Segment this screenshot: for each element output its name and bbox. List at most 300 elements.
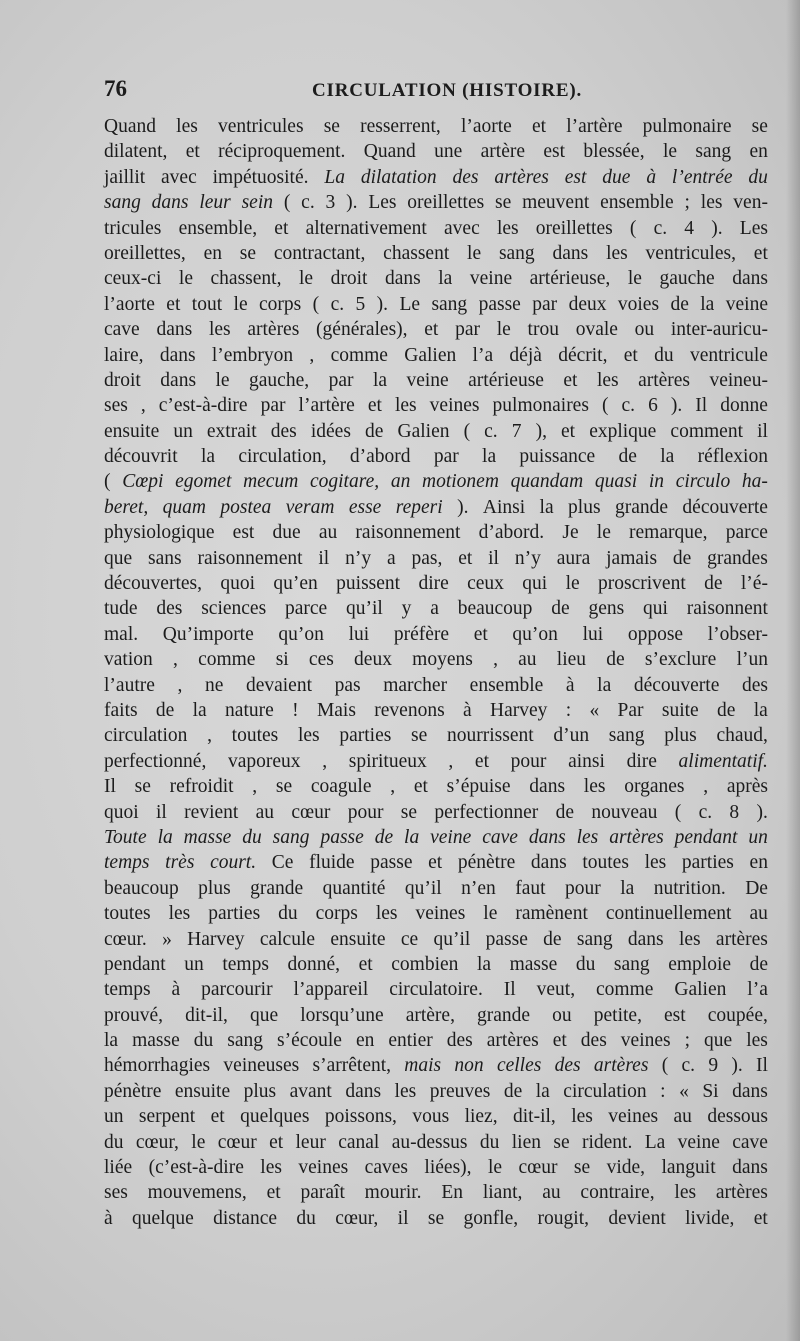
word: se xyxy=(751,116,768,137)
word: ventricules, xyxy=(645,242,736,264)
word: circulatoire. xyxy=(389,979,483,1001)
word: : xyxy=(565,699,572,721)
word: donné, xyxy=(287,953,341,975)
word: dans xyxy=(530,852,567,874)
word: coupée, xyxy=(707,1004,768,1026)
word: circulation, xyxy=(238,446,327,468)
word: preuves xyxy=(429,1080,491,1102)
word: de xyxy=(555,801,575,823)
word: ses xyxy=(104,1182,128,1204)
word: les xyxy=(375,903,398,925)
word: ( xyxy=(629,217,637,239)
italic-word: mecum xyxy=(243,471,299,493)
word: de xyxy=(704,573,723,595)
word: ( xyxy=(312,293,320,315)
word: artères xyxy=(638,369,691,391)
word: les xyxy=(208,319,231,341)
word: 4 xyxy=(684,217,695,239)
word: pour xyxy=(510,750,547,772)
italic-word: sang xyxy=(104,192,141,214)
word: il xyxy=(488,547,499,569)
word: veines xyxy=(608,1106,659,1128)
italic-word: l’entrée xyxy=(671,166,733,188)
word: une xyxy=(434,141,463,163)
word: nutrition. xyxy=(653,877,726,899)
word: et xyxy=(623,344,638,366)
word: chaud, xyxy=(716,725,768,747)
word: et xyxy=(367,395,382,417)
word: la xyxy=(476,953,492,975)
word: perfectionné, xyxy=(104,750,207,772)
word: calcule xyxy=(259,928,316,950)
word: coagule xyxy=(310,776,372,798)
word: par xyxy=(260,395,286,417)
word: en xyxy=(355,1030,375,1052)
word: l’a xyxy=(747,979,768,1001)
word: dire xyxy=(418,573,449,595)
word: s’épuise xyxy=(446,776,511,798)
word: du xyxy=(479,1131,500,1153)
word: revient xyxy=(184,801,239,823)
word: s’arrêtent, xyxy=(312,1055,392,1077)
text-line xyxy=(104,1104,768,1129)
word: Les xyxy=(368,192,397,214)
text-line xyxy=(104,419,768,444)
word: fluide xyxy=(309,852,355,874)
text-line xyxy=(104,1053,768,1078)
word: liez, xyxy=(464,1106,498,1128)
word: n’en xyxy=(461,877,496,899)
word: les xyxy=(176,116,198,137)
word: , xyxy=(493,649,498,671)
word: oppose xyxy=(627,623,684,645)
italic-word: court. xyxy=(210,852,257,874)
word: quoi xyxy=(220,573,256,595)
word: la xyxy=(438,268,453,290)
word: spiritueux xyxy=(348,750,427,772)
word: Galien xyxy=(397,420,450,442)
word: toutes xyxy=(582,852,629,874)
italic-word: non xyxy=(454,1055,484,1077)
word: , xyxy=(140,395,146,417)
word: Ainsi xyxy=(482,496,526,518)
text-line xyxy=(104,952,768,977)
word: quoi xyxy=(104,801,139,823)
word: s’exclure xyxy=(644,649,717,671)
text-line xyxy=(104,520,768,545)
word: par xyxy=(433,446,459,468)
word: les xyxy=(678,928,701,950)
word: ensuite xyxy=(330,928,386,950)
word: n’y xyxy=(514,547,541,569)
word: au xyxy=(749,903,768,925)
word: de xyxy=(551,598,570,620)
word: passe xyxy=(370,852,413,874)
italic-word: dans xyxy=(151,192,189,214)
text-line xyxy=(104,774,768,799)
word: (générales), xyxy=(316,319,408,341)
word: du xyxy=(296,1207,316,1229)
word: masse xyxy=(509,953,558,975)
word: sang xyxy=(695,141,732,163)
word: se xyxy=(553,1131,570,1153)
word: découvertes, xyxy=(104,573,202,595)
word: pour xyxy=(347,801,384,823)
italic-word: est xyxy=(564,166,587,188)
word: plus xyxy=(568,496,601,518)
word: se xyxy=(134,776,151,798)
text-line xyxy=(104,317,768,342)
word: par xyxy=(532,293,558,315)
italic-word: artères xyxy=(494,166,549,188)
word: qu’en xyxy=(273,573,318,595)
text-line xyxy=(104,1003,768,1028)
word: ! xyxy=(292,699,299,721)
italic-word: quam xyxy=(162,496,206,518)
word: ramènent xyxy=(515,903,588,925)
word: Il xyxy=(104,776,116,798)
word: les xyxy=(297,725,320,747)
word: la xyxy=(660,446,675,468)
word: l’aorte xyxy=(104,293,155,315)
word: rougit, xyxy=(537,1207,589,1229)
word: des xyxy=(446,1030,473,1052)
word: nature xyxy=(225,699,274,721)
word: et xyxy=(458,547,473,569)
word: se xyxy=(323,116,340,137)
word: au xyxy=(255,801,275,823)
word: en xyxy=(749,141,768,163)
word: comme xyxy=(330,344,388,366)
word: dans xyxy=(627,928,664,950)
word: gens xyxy=(588,598,625,620)
text-line xyxy=(104,825,768,850)
word: les xyxy=(644,852,667,874)
word: marcher xyxy=(383,674,448,696)
word: lui xyxy=(348,623,370,645)
word: , xyxy=(177,674,183,696)
word: au xyxy=(318,522,338,544)
word: Il xyxy=(695,395,708,417)
word: c. xyxy=(698,801,713,823)
word: Harvey xyxy=(489,699,548,721)
word: gauche, xyxy=(249,369,310,391)
word: La xyxy=(644,1131,666,1153)
word: de xyxy=(672,547,692,569)
word: sang xyxy=(613,953,650,975)
word: toutes xyxy=(104,903,151,925)
word: du xyxy=(575,953,596,975)
word: alternativement xyxy=(305,217,427,239)
text-line xyxy=(104,1180,768,1205)
word: et xyxy=(753,242,768,264)
word: veine xyxy=(406,369,449,391)
text-line xyxy=(104,800,768,825)
word: l’autre xyxy=(104,674,155,696)
word: devaient xyxy=(245,674,313,696)
word: les xyxy=(674,1182,697,1204)
word: la xyxy=(620,877,635,899)
word: artère xyxy=(480,141,526,163)
word: ). xyxy=(731,1055,743,1077)
italic-word: celles xyxy=(496,1055,542,1077)
word: 6 xyxy=(648,395,658,417)
word: se xyxy=(400,801,418,823)
word: parcourir xyxy=(201,979,273,1001)
word: poissons, xyxy=(324,1106,397,1128)
word: que xyxy=(704,1030,733,1052)
word: après xyxy=(726,776,768,798)
word: ensemble, xyxy=(178,217,258,239)
word: blessée, xyxy=(583,141,645,163)
word: dans xyxy=(552,242,589,264)
word: combien xyxy=(391,953,459,975)
word: Harvey xyxy=(187,928,245,950)
word: ses xyxy=(104,395,128,417)
word: dans xyxy=(384,268,421,290)
text-line xyxy=(104,1155,768,1180)
italic-word: motionem xyxy=(422,471,499,493)
word: le xyxy=(483,903,498,925)
word: ven- xyxy=(733,192,768,214)
word: organes xyxy=(624,776,685,798)
text-line xyxy=(104,190,768,215)
word: veines xyxy=(429,395,480,417)
word: se xyxy=(239,242,257,264)
italic-word: passe xyxy=(320,826,364,848)
word: veut, xyxy=(536,979,576,1001)
word: ( xyxy=(283,192,291,214)
word: des xyxy=(741,674,768,696)
word: ensuite xyxy=(174,1080,231,1102)
word: deux xyxy=(568,293,607,315)
word: chassent, xyxy=(210,268,282,290)
text-line xyxy=(104,723,768,748)
italic-word: leur xyxy=(199,192,231,214)
word: temps xyxy=(222,953,269,975)
word: qu’il xyxy=(346,598,383,620)
word: découverte xyxy=(633,674,720,696)
word: pénètre xyxy=(104,1080,162,1102)
italic-word: la xyxy=(157,826,173,848)
word: dans xyxy=(529,776,566,798)
word: cœur, xyxy=(135,1131,179,1153)
word: cœur xyxy=(518,1157,558,1179)
body-text xyxy=(104,114,768,1231)
word: languit xyxy=(661,1157,716,1179)
word: le xyxy=(178,268,193,290)
word: de xyxy=(155,699,175,721)
word: des xyxy=(156,598,183,620)
italic-word: sang xyxy=(272,826,310,848)
word: et xyxy=(274,217,289,239)
word: quelque xyxy=(132,1207,194,1229)
word: avec xyxy=(161,166,197,188)
text-line xyxy=(104,444,768,469)
word: se xyxy=(411,725,428,747)
word: lorsqu’une xyxy=(300,1004,384,1026)
text-line xyxy=(104,241,768,266)
word: contraire, xyxy=(580,1182,655,1204)
word: passe xyxy=(485,928,528,950)
word: tricules xyxy=(104,217,162,239)
word: ensemble xyxy=(469,674,544,696)
word: le xyxy=(662,141,678,163)
word: canal xyxy=(338,1131,380,1153)
word: au xyxy=(542,1182,561,1204)
word: est xyxy=(543,141,566,163)
word: découvrit xyxy=(104,446,178,468)
word: artères xyxy=(715,928,768,950)
word: sang xyxy=(431,293,468,315)
word: à xyxy=(565,674,575,696)
word: et xyxy=(428,852,443,874)
text-line xyxy=(104,698,768,723)
word: l’embryon xyxy=(211,344,294,366)
word: raisonnent xyxy=(686,598,768,620)
word: et xyxy=(210,1106,225,1128)
word: se xyxy=(495,192,512,214)
italic-word: quasi xyxy=(594,471,638,493)
word: , xyxy=(448,750,454,772)
word: a xyxy=(430,598,439,620)
word: et xyxy=(185,141,200,163)
text-line xyxy=(104,1079,768,1104)
word: du xyxy=(278,903,298,925)
word: les xyxy=(394,1080,417,1102)
word: à xyxy=(104,1207,113,1229)
italic-word: ha- xyxy=(741,471,768,493)
word: cœur xyxy=(291,801,331,823)
word: c. xyxy=(484,420,498,442)
word: ), xyxy=(535,420,547,442)
word: gonfle, xyxy=(463,1207,519,1229)
word: ). xyxy=(346,192,358,214)
word: devient xyxy=(608,1207,666,1229)
word: ainsi xyxy=(568,750,605,772)
word: idées xyxy=(310,420,351,442)
word: » xyxy=(162,928,172,950)
word: , xyxy=(207,725,212,747)
word: distance xyxy=(213,1207,277,1229)
text-line xyxy=(104,850,768,875)
word: gauche xyxy=(659,268,715,290)
word: hémorrhagies xyxy=(104,1055,211,1077)
word: cave xyxy=(732,1131,768,1153)
word: Il xyxy=(756,1055,768,1077)
word: grandes xyxy=(707,547,768,569)
word: l’un xyxy=(736,649,768,671)
text-line xyxy=(104,571,768,596)
word: cœur. xyxy=(104,928,147,950)
word: cœur, xyxy=(335,1207,379,1229)
word: 8 xyxy=(729,801,740,823)
italic-word: alimentatif. xyxy=(678,750,768,772)
word: pulmonaire xyxy=(642,116,732,137)
word: l’a xyxy=(472,344,494,366)
word: pour xyxy=(565,877,601,899)
word: qui xyxy=(643,598,668,620)
word: 7 xyxy=(511,420,522,442)
word: et xyxy=(473,623,488,645)
word: par xyxy=(328,369,354,391)
word: ( xyxy=(601,395,609,417)
word: c. xyxy=(301,192,315,214)
italic-word: quandam xyxy=(510,471,584,493)
word: avec xyxy=(444,217,480,239)
italic-word: artères xyxy=(609,826,664,848)
word: due xyxy=(272,522,301,544)
word: et xyxy=(269,1131,284,1153)
word: artérieuse xyxy=(468,369,544,391)
word: sang xyxy=(227,1030,263,1052)
word: veineu- xyxy=(709,369,768,391)
word: sang xyxy=(576,928,613,950)
word: y xyxy=(401,598,412,620)
word: qu’il xyxy=(404,877,442,899)
word: ( xyxy=(661,1055,669,1077)
word: un xyxy=(173,420,193,442)
word: comment xyxy=(670,420,743,442)
word: a xyxy=(386,547,396,569)
italic-word: pendant xyxy=(674,826,738,848)
word: la xyxy=(700,293,715,315)
word: , xyxy=(322,750,328,772)
word: suite xyxy=(661,699,699,721)
italic-word: à xyxy=(646,166,657,188)
word: que xyxy=(249,1004,279,1026)
word: dilatent, xyxy=(104,141,168,163)
italic-word: un xyxy=(748,826,768,848)
italic-word: du xyxy=(242,826,262,848)
word: le xyxy=(596,522,611,544)
word: l’é- xyxy=(740,573,768,595)
word: « xyxy=(589,699,600,721)
word: circulation xyxy=(563,1080,647,1102)
word: livide, xyxy=(685,1207,735,1229)
word: rident. xyxy=(581,1131,633,1153)
word: caves xyxy=(364,1157,408,1179)
word: Si xyxy=(702,1080,719,1102)
word: ceux xyxy=(467,573,504,595)
word: sciences xyxy=(201,598,267,620)
word: c’est-à-dire xyxy=(158,395,248,417)
word: le xyxy=(487,1157,503,1179)
word: de xyxy=(543,928,562,950)
word: artérieuse, xyxy=(529,268,611,290)
word: qu’il xyxy=(433,928,471,950)
word: à xyxy=(171,979,181,1001)
word: resserrent, xyxy=(360,116,441,137)
text-line xyxy=(104,216,768,241)
word: est xyxy=(232,522,255,544)
word: si xyxy=(275,649,289,671)
word: mal. xyxy=(104,623,139,645)
word: liant, xyxy=(482,1182,523,1204)
page-number: 76 xyxy=(104,76,127,101)
word: veine xyxy=(725,293,768,315)
word: moyens xyxy=(412,649,473,671)
word: : xyxy=(660,1080,666,1102)
word: et xyxy=(531,116,547,137)
text-line xyxy=(104,1206,768,1231)
word: il xyxy=(397,1207,409,1229)
text-line xyxy=(104,469,768,494)
word: préfère xyxy=(393,623,450,645)
word: pulmonaires xyxy=(492,395,589,417)
word: comme xyxy=(198,649,256,671)
word: s’écoule xyxy=(276,1030,342,1052)
